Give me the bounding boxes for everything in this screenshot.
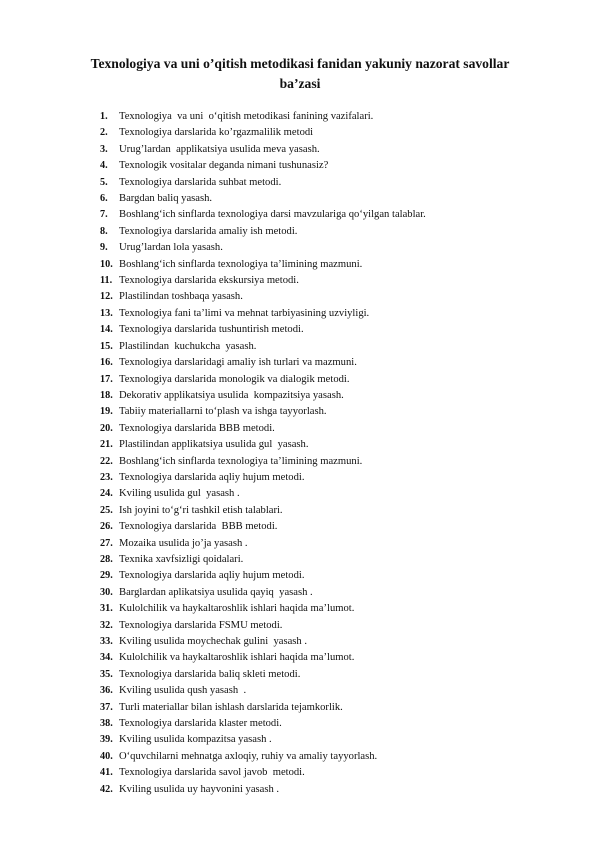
question-text: Texnika xavfsizligi qoidalari.	[119, 553, 244, 565]
question-text: Texnologiya darslarida BBB metodi.	[119, 422, 275, 434]
question-text: Texnologiya darslarida BBB metodi.	[119, 521, 278, 533]
question-item	[100, 240, 540, 256]
question-item	[100, 306, 540, 322]
question-item	[100, 683, 540, 699]
question-text: Plastilindan applikatsiya usulida gul yasash.	[119, 439, 309, 451]
question-item	[100, 618, 540, 634]
question-text: Ish joyini to‘g‘ri tashkil etish talablari.	[119, 504, 283, 516]
question-number: 4.	[100, 160, 108, 172]
question-item	[100, 372, 540, 388]
question-item	[100, 421, 540, 437]
question-text: Texnologiya darslarida ekskursiya metodi.	[119, 275, 299, 287]
question-text: Urug’lardan applikatsiya usulida meva yasash.	[119, 143, 320, 155]
question-number: 40.	[100, 750, 113, 762]
question-item	[100, 191, 540, 207]
question-number: 17.	[100, 373, 113, 385]
question-item	[100, 158, 540, 174]
question-text: Boshlang‘ich sinflarda texnologiya ta’limining mazmuni.	[119, 258, 363, 270]
question-item	[100, 257, 540, 273]
question-item	[100, 339, 540, 355]
question-number: 35.	[100, 668, 113, 680]
question-item	[100, 175, 540, 191]
question-number: 26.	[100, 521, 113, 533]
question-text: Texnologiya darslarida aqliy hujum metodi.	[119, 570, 305, 582]
question-number: 25.	[100, 504, 113, 516]
question-text: Kulolchilik va haykaltaroshlik ishlari haqida ma’lumot.	[119, 652, 355, 664]
question-text: Texnologiya darslarida tushuntirish metodi.	[119, 324, 304, 336]
question-item	[100, 782, 540, 798]
question-text: Texnologiya darslaridagi amaliy ish turlari va mazmuni.	[119, 357, 357, 369]
question-number: 38.	[100, 718, 113, 730]
question-text: Tabiiy materiallarni to‘plash va ishga tayyorlash.	[119, 406, 327, 418]
question-item	[100, 732, 540, 748]
question-item	[100, 109, 540, 125]
question-number: 29.	[100, 570, 113, 582]
question-text: Boshlang‘ich sinflarda texnologiya ta’limining mazmuni.	[119, 455, 363, 467]
question-number: 20.	[100, 422, 113, 434]
question-item	[100, 749, 540, 765]
question-number: 2.	[100, 127, 108, 139]
question-number: 37.	[100, 701, 113, 713]
question-text: Dekorativ applikatsiya usulida kompazitsiya yasash.	[119, 389, 344, 401]
question-item	[100, 486, 540, 502]
question-item	[100, 207, 540, 223]
question-item	[100, 142, 540, 158]
question-number: 32.	[100, 619, 113, 631]
question-text: Texnologiya darslarida monologik va dialogik metodi.	[119, 373, 350, 385]
question-item	[100, 454, 540, 470]
question-item	[100, 552, 540, 568]
question-number: 21.	[100, 439, 113, 451]
question-item	[100, 716, 540, 732]
question-text: Texnologiya darslarida savol javob metodi.	[119, 767, 305, 779]
question-item	[100, 437, 540, 453]
question-item	[100, 700, 540, 716]
question-item	[100, 503, 540, 519]
question-text: Texnologiya darslarida FSMU metodi.	[119, 619, 283, 631]
question-item	[100, 404, 540, 420]
question-item	[100, 273, 540, 289]
question-text: Texnologiya va uni o‘qitish metodikasi fanining vazifalari.	[119, 111, 374, 122]
question-text: Texnologiya darslarida klaster metodi.	[119, 718, 282, 730]
question-number: 9.	[100, 242, 108, 254]
question-number: 27.	[100, 537, 113, 549]
question-number: 11.	[100, 275, 113, 287]
question-text: Kviling usulida kompazitsa yasash .	[119, 734, 272, 746]
question-text: Bargdan baliq yasash.	[119, 193, 213, 205]
question-number: 33.	[100, 636, 113, 647]
question-number: 15.	[100, 340, 113, 352]
question-text: Texnologiya darslarida aqliy hujum metodi.	[119, 471, 305, 483]
question-number: 36.	[100, 685, 113, 697]
question-number: 31.	[100, 603, 113, 615]
question-item	[100, 568, 540, 584]
question-text: Kviling usulida gul yasash .	[119, 488, 240, 500]
question-text: Barglardan aplikatsiya usulida qayiq yasash .	[119, 586, 313, 598]
question-text: Texnologiya darslarida suhbat metodi.	[119, 176, 282, 188]
question-number: 28.	[100, 553, 113, 565]
question-item	[100, 322, 540, 338]
question-item	[100, 470, 540, 486]
question-item	[100, 355, 540, 371]
question-text: Kviling usulida moychechak gulini yasash .	[119, 636, 308, 647]
question-number: 23.	[100, 471, 113, 483]
question-number: 30.	[100, 586, 113, 598]
question-item	[100, 388, 540, 404]
question-number: 42.	[100, 783, 113, 795]
question-text: Plastilindan toshbaqa yasash.	[119, 291, 243, 303]
question-number: 14.	[100, 324, 113, 336]
question-list	[100, 109, 540, 798]
question-number: 10.	[100, 258, 113, 270]
question-item	[100, 601, 540, 617]
question-number: 12.	[100, 291, 113, 303]
question-text: Boshlang‘ich sinflarda texnologiya darsi mavzulariga qo‘yilgan talablar.	[119, 209, 426, 221]
question-text: Texnologik vositalar deganda nimani tushunasiz?	[119, 160, 329, 172]
question-text: Kviling usulida uy hayvonini yasash .	[119, 783, 280, 795]
question-number: 8.	[100, 225, 108, 237]
question-text: Texnologiya darslarida baliq skleti metodi.	[119, 668, 301, 680]
question-number: 1.	[100, 111, 108, 122]
document-title: Texnologiya va uni o’qitish metodikasi fanidan yakuniy nazorat savollar ba’zasi	[90, 56, 510, 91]
question-item	[100, 765, 540, 781]
question-item	[100, 289, 540, 305]
question-number: 5.	[100, 176, 108, 188]
question-number: 18.	[100, 389, 113, 401]
question-text: Texnologiya darslarida amaliy ish metodi.	[119, 225, 298, 237]
question-item	[100, 585, 540, 601]
question-number: 22.	[100, 455, 113, 467]
question-number: 16.	[100, 357, 113, 369]
question-item	[100, 536, 540, 552]
question-item	[100, 519, 540, 535]
question-text: Urug’lardan lola yasash.	[119, 242, 223, 254]
question-text: Texnologiya darslarida ko’rgazmalilik metodi	[119, 127, 314, 139]
question-number: 3.	[100, 143, 108, 155]
question-text: Texnologiya fani ta’limi va mehnat tarbiyasining uzviyligi.	[119, 307, 370, 319]
question-number: 34.	[100, 652, 113, 664]
question-text: O‘quvchilarni mehnatga axloqiy, ruhiy va amaliy tayyorlash.	[119, 750, 378, 762]
question-text: Kviling usulida qush yasash .	[119, 685, 247, 697]
question-number: 41.	[100, 767, 113, 779]
question-number: 24.	[100, 488, 113, 500]
question-number: 39.	[100, 734, 113, 746]
question-item	[100, 650, 540, 666]
question-item	[100, 667, 540, 683]
question-text: Turli materiallar bilan ishlash darslarida tejamkorlik.	[119, 701, 343, 713]
question-text: Plastilindan kuchukcha yasash.	[119, 340, 257, 352]
question-number: 6.	[100, 193, 108, 205]
question-text: Kulolchilik va haykaltaroshlik ishlari haqida ma’lumot.	[119, 603, 355, 615]
question-item	[100, 125, 540, 141]
question-number: 19.	[100, 406, 113, 418]
question-item	[100, 224, 540, 240]
question-number: 13.	[100, 307, 113, 319]
question-number: 7.	[100, 209, 108, 221]
question-item	[100, 634, 540, 650]
question-text: Mozaika usulida jo’ja yasash .	[119, 537, 248, 549]
